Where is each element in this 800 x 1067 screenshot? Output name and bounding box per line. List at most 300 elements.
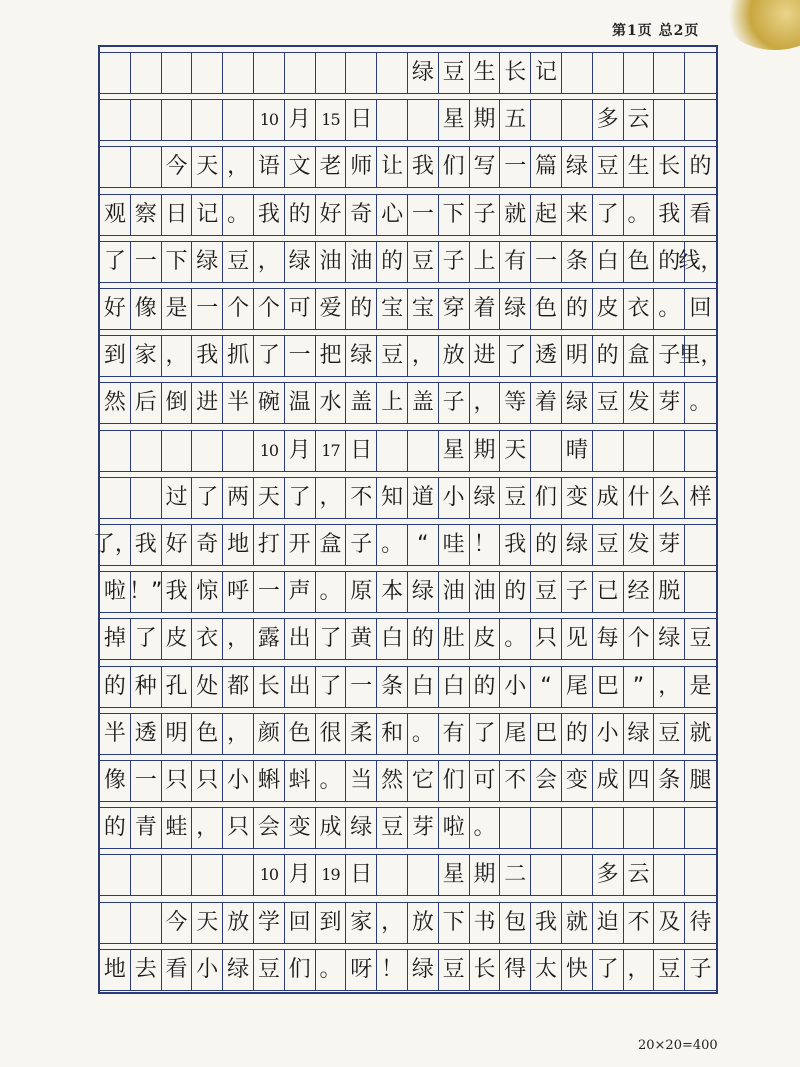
grid-cell: 的 — [377, 242, 408, 282]
grid-cell: 条 — [562, 242, 593, 282]
grid-cell: 放 — [439, 336, 470, 376]
grid-cell: 了 — [285, 478, 316, 518]
grid-cell — [624, 53, 655, 93]
grid-cell: 子 — [346, 525, 377, 565]
corner-decoration — [720, 0, 800, 50]
grid-cell: 待 — [689, 909, 712, 935]
grid-cell: 一 — [408, 195, 439, 235]
grid-cell: 我 — [654, 195, 685, 235]
grid-cell: 掉 — [100, 619, 131, 659]
grid-cell: 会 — [531, 761, 562, 801]
grid-cell: 蚪 — [285, 761, 316, 801]
grid-cell: 今 — [162, 903, 193, 943]
grid-cell: 日 — [346, 431, 377, 471]
grid-cell: 10 — [254, 431, 285, 471]
grid-cell: 盖 — [408, 383, 439, 423]
grid-cell: 绿 — [346, 336, 377, 376]
grid-cell: 一 — [346, 667, 377, 707]
grid-cell — [100, 478, 131, 518]
grid-cell: 今 — [162, 147, 193, 187]
grid-cell: 会 — [254, 808, 285, 848]
grid-cell — [624, 808, 655, 848]
grid-cell: 子 — [562, 572, 593, 612]
grid-cell: 一 — [531, 242, 562, 282]
grid-row — [100, 666, 716, 708]
grid-cell: 么 — [654, 478, 685, 518]
grid-cell: 豆 — [439, 53, 470, 93]
grid-cell: 两 — [223, 478, 254, 518]
grid-cell: 出 — [285, 619, 316, 659]
grid-cell: 皮 — [470, 619, 501, 659]
grid-cell: 不 — [500, 761, 531, 801]
grid-cell: 。 — [223, 195, 254, 235]
grid-cell: 透 — [531, 336, 562, 376]
grid-cell: 明 — [162, 714, 193, 754]
grid-cell — [408, 431, 439, 471]
grid-cell: 啦 — [100, 572, 131, 612]
grid-cell: 。 — [316, 761, 347, 801]
grid-cell — [223, 53, 254, 93]
grid-cell: 经 — [624, 572, 655, 612]
grid-cell: 只 — [192, 761, 223, 801]
grid-cell: 芽 — [408, 808, 439, 848]
grid-cell: ， — [223, 714, 254, 754]
grid-cell: 长 — [654, 147, 685, 187]
grid-cell — [654, 808, 685, 848]
grid-cell: 颜 — [254, 714, 285, 754]
grid-cell — [377, 100, 408, 140]
grid-row — [100, 99, 716, 141]
grid-cell: 。 — [624, 195, 655, 235]
grid-cell — [162, 53, 193, 93]
grid-cell: 的 — [100, 667, 131, 707]
grid-cell: 巴 — [531, 714, 562, 754]
grid-cell — [685, 53, 716, 93]
grid-cell: 绿 — [346, 808, 377, 848]
grid-cell: 子 — [470, 195, 501, 235]
grid-cell: 它 — [408, 761, 439, 801]
grid-cell: 多 — [593, 855, 624, 895]
grid-cell — [131, 903, 162, 943]
grid-cell: 星 — [439, 431, 470, 471]
grid-cell: 蝌 — [254, 761, 285, 801]
grid-cell: 色 — [531, 289, 562, 329]
grid-cell — [593, 808, 624, 848]
grid-cell: 可 — [285, 289, 316, 329]
grid-cell: 变 — [285, 808, 316, 848]
grid-cell: 月 — [285, 431, 316, 471]
grid-cell: 半 — [223, 383, 254, 423]
grid-cell: 就 — [500, 195, 531, 235]
grid-cell: 衣 — [624, 289, 655, 329]
grid-cell: 小 — [439, 478, 470, 518]
grid-cell: 绿 — [408, 572, 439, 612]
grid-cell: 都 — [223, 667, 254, 707]
grid-cell: 豆 — [654, 714, 685, 754]
grid-cell: 变 — [562, 478, 593, 518]
grid-cell: 盒 — [624, 336, 655, 376]
grid-cell: 尾 — [500, 714, 531, 754]
grid-cell — [100, 855, 131, 895]
grid-cell — [192, 100, 223, 140]
grid-cell: 抓 — [223, 336, 254, 376]
grid-cell: ！ — [470, 525, 501, 565]
grid-cell: 绿 — [470, 478, 501, 518]
grid-cell: 油 — [439, 572, 470, 612]
grid-cell: 到 — [316, 903, 347, 943]
grid-cell: 和 — [377, 714, 408, 754]
grid-cell: 10 — [254, 855, 285, 895]
grid-cell — [562, 855, 593, 895]
grid-cell — [562, 53, 593, 93]
grid-cell — [131, 478, 162, 518]
grid-cell: 云 — [624, 100, 655, 140]
grid-cell: 豆 — [377, 336, 408, 376]
grid-cell: 声 — [285, 572, 316, 612]
grid-cell: 只 — [531, 619, 562, 659]
grid-cell — [100, 147, 131, 187]
grid-cell: 下 — [439, 195, 470, 235]
grid-cell: 的 — [531, 525, 562, 565]
grid-cell: 的 — [562, 714, 593, 754]
grid-cell: 绿 — [408, 950, 439, 990]
grid-cell: 盒 — [316, 525, 347, 565]
grid-cell: 小 — [192, 950, 223, 990]
grid-cell: 的 — [285, 195, 316, 235]
grid-cell: 绿 — [562, 525, 593, 565]
grid-cell: ！ — [377, 950, 408, 990]
grid-cell: 豆 — [593, 525, 624, 565]
grid-cell — [377, 53, 408, 93]
grid-cell: 条 — [377, 667, 408, 707]
grid-cell: “ — [408, 525, 439, 565]
grid-cell: 子 — [654, 336, 685, 376]
grid-cell: ， — [408, 336, 439, 376]
grid-cell: 了 — [316, 667, 347, 707]
grid-cell: 穿 — [439, 289, 470, 329]
grid-cell: 观 — [100, 195, 131, 235]
grid-cell — [131, 147, 162, 187]
grid-cell: 。 — [500, 619, 531, 659]
grid-cell: 豆 — [531, 572, 562, 612]
grid-cell: 来 — [562, 195, 593, 235]
grid-cell: ， — [470, 383, 501, 423]
grid-cell: 像 — [131, 289, 162, 329]
grid-row — [92, 524, 716, 566]
grid-cell: ， — [192, 808, 223, 848]
grid-cell: 油 — [346, 242, 377, 282]
grid-cell: 温 — [285, 383, 316, 423]
grid-cell — [685, 100, 716, 140]
grid-cell: 是 — [689, 673, 712, 699]
grid-cell: 天 — [192, 147, 223, 187]
grid-cell: 我 — [500, 525, 531, 565]
grid-cell: 生 — [624, 147, 655, 187]
grid-cell: 好 — [316, 195, 347, 235]
grid-cell: 月 — [285, 855, 316, 895]
grid-cell: 皮 — [162, 619, 193, 659]
grid-cell: ！” — [131, 572, 162, 612]
grid-cell: 上 — [377, 383, 408, 423]
grid-cell: 蛙 — [162, 808, 193, 848]
grid-cell: 得 — [500, 950, 531, 990]
grid-cell — [531, 100, 562, 140]
grid-cell: 一 — [192, 289, 223, 329]
grid-cell — [685, 855, 716, 895]
grid-cell: 到 — [100, 336, 131, 376]
grid-cell: 快 — [562, 950, 593, 990]
grid-cell: 过 — [162, 478, 193, 518]
grid-row — [100, 52, 716, 94]
grid-cell: 回 — [689, 296, 712, 321]
grid-cell — [100, 903, 131, 943]
composition-grid — [92, 45, 723, 994]
grid-cell: 的 — [470, 667, 501, 707]
grid-cell: 白 — [377, 619, 408, 659]
grid-cell: 啦 — [439, 808, 470, 848]
grid-cell: ” — [624, 667, 655, 707]
grid-cell: 我 — [162, 572, 193, 612]
grid-cell: 豆 — [654, 950, 685, 990]
grid-cell: 绿 — [223, 950, 254, 990]
grid-cell — [285, 53, 316, 93]
grid-cell: 宝 — [377, 289, 408, 329]
grid-cell — [531, 808, 562, 848]
grid-cell: 个 — [223, 289, 254, 329]
grid-row — [100, 902, 716, 944]
grid-cell: 线， — [678, 248, 723, 274]
grid-cell: 可 — [470, 761, 501, 801]
grid-cell: 看 — [689, 201, 712, 227]
grid-row — [100, 477, 716, 519]
grid-cell: 老 — [316, 147, 347, 187]
grid-cell — [346, 53, 377, 93]
grid-cell: 的 — [500, 572, 531, 612]
grid-cell: 个 — [254, 289, 285, 329]
grid-cell — [377, 431, 408, 471]
grid-cell — [192, 431, 223, 471]
grid-cell: 油 — [316, 242, 347, 282]
grid-cell: 们 — [439, 761, 470, 801]
grid-cell: 。 — [316, 950, 347, 990]
grid-cell: 巴 — [593, 667, 624, 707]
grid-cell — [192, 53, 223, 93]
grid-cell: 绿 — [285, 242, 316, 282]
grid-cell: 豆 — [500, 478, 531, 518]
grid-cell: 变 — [562, 761, 593, 801]
grid-cell: 小 — [223, 761, 254, 801]
grid-cell — [131, 100, 162, 140]
grid-cell: ， — [654, 667, 685, 707]
grid-cell: 柔 — [346, 714, 377, 754]
grid-cell: 去 — [131, 950, 162, 990]
grid-row — [100, 335, 723, 377]
grid-cell: 惊 — [192, 572, 223, 612]
grid-cell: 我 — [408, 147, 439, 187]
grid-cell: ， — [254, 242, 285, 282]
grid-cell: 把 — [316, 336, 347, 376]
grid-cell: 倒 — [162, 383, 193, 423]
grid-cell: 就 — [689, 720, 712, 746]
grid-cell: 白 — [593, 242, 624, 282]
grid-cell: 地 — [100, 950, 131, 990]
grid-cell: 黄 — [346, 619, 377, 659]
grid-cell: 一 — [500, 147, 531, 187]
grid-cell: 半 — [100, 714, 131, 754]
grid-cell: 绿 — [192, 242, 223, 282]
grid-cell: 星 — [439, 100, 470, 140]
grid-cell: 。 — [654, 289, 685, 329]
grid-cell: 长 — [254, 667, 285, 707]
grid-cell — [685, 572, 716, 612]
grid-cell: 师 — [346, 147, 377, 187]
grid-cell: 水 — [316, 383, 347, 423]
grid-cell — [223, 100, 254, 140]
grid-cell — [500, 808, 531, 848]
grid-cell: 下 — [162, 242, 193, 282]
grid-cell: 肚 — [439, 619, 470, 659]
grid-cell: 的 — [346, 289, 377, 329]
grid-cell: 豆 — [377, 808, 408, 848]
grid-cell — [654, 53, 685, 93]
grid-cell: 当 — [346, 761, 377, 801]
grid-cell: 家 — [131, 336, 162, 376]
grid-cell — [654, 855, 685, 895]
grid-cell: 星 — [439, 855, 470, 895]
grid-cell — [162, 855, 193, 895]
grid-cell: 包 — [500, 903, 531, 943]
grid-cell: 了 — [593, 195, 624, 235]
grid-cell: 二 — [500, 855, 531, 895]
grid-row — [100, 382, 716, 424]
grid-cell — [100, 53, 131, 93]
grid-cell: 种 — [131, 667, 162, 707]
grid-cell: 豆 — [593, 383, 624, 423]
grid-cell: ， — [624, 950, 655, 990]
grid-cell: 子 — [689, 956, 712, 982]
grid-cell: 爱 — [316, 289, 347, 329]
grid-cell: 呼 — [223, 572, 254, 612]
grid-cell: 一 — [285, 336, 316, 376]
grid-cell: 太 — [531, 950, 562, 990]
grid-cell: 好 — [162, 525, 193, 565]
grid-cell: 豆 — [439, 950, 470, 990]
grid-cell: 绿 — [624, 714, 655, 754]
grid-cell — [531, 855, 562, 895]
grid-cell: 宝 — [408, 289, 439, 329]
grid-cell: 放 — [223, 903, 254, 943]
grid-cell: 我 — [254, 195, 285, 235]
grid-cell: ， — [377, 903, 408, 943]
grid-cell — [377, 855, 408, 895]
grid-cell: 只 — [162, 761, 193, 801]
grid-cell: 什 — [624, 478, 655, 518]
grid-cell: 一 — [131, 761, 162, 801]
grid-cell: 芽 — [654, 383, 685, 423]
grid-cell — [223, 431, 254, 471]
grid-cell: 了 — [192, 478, 223, 518]
grid-cell: 10 — [254, 100, 285, 140]
grid-cell — [654, 431, 685, 471]
grid-cell: 。 — [689, 390, 712, 416]
grid-cell: 油 — [470, 572, 501, 612]
grid-cell: 家 — [346, 903, 377, 943]
grid-cell: 豆 — [254, 950, 285, 990]
grid-cell: 下 — [439, 903, 470, 943]
grid-cell: 书 — [470, 903, 501, 943]
grid-cell: 我 — [192, 336, 223, 376]
grid-cell: 个 — [624, 619, 655, 659]
grid-cell: 文 — [285, 147, 316, 187]
grid-row — [100, 949, 716, 991]
grid-cell — [223, 855, 254, 895]
grid-cell: 的 — [562, 289, 593, 329]
grid-cell: 及 — [654, 903, 685, 943]
grid-cell — [100, 100, 131, 140]
grid-cell: ， — [223, 619, 254, 659]
grid-cell: 进 — [192, 383, 223, 423]
grid-cell: 出 — [285, 667, 316, 707]
grid-cell — [624, 431, 655, 471]
grid-cell: 看 — [162, 950, 193, 990]
grid-cell: 的 — [654, 242, 685, 282]
grid-cell — [593, 53, 624, 93]
grid-cell: 17 — [316, 431, 347, 471]
grid-cell: 一 — [254, 572, 285, 612]
grid-cell: 我 — [131, 525, 162, 565]
grid-row — [100, 194, 716, 236]
grid-cell: “ — [531, 667, 562, 707]
grid-cell — [654, 100, 685, 140]
grid-cell — [685, 808, 716, 848]
grid-cell: 记 — [531, 53, 562, 93]
grid-cell — [254, 53, 285, 93]
grid-cell: 长 — [470, 950, 501, 990]
page-indicator: 第1页 总2页 — [612, 23, 700, 39]
grid-cell: 期 — [470, 431, 501, 471]
grid-cell: 尾 — [562, 667, 593, 707]
grid-cell: 云 — [624, 855, 655, 895]
grid-cell: 地 — [223, 525, 254, 565]
grid-cell: 不 — [624, 903, 655, 943]
grid-cell: 每 — [593, 619, 624, 659]
grid-cell: 19 — [316, 855, 347, 895]
grid-cell: 孔 — [162, 667, 193, 707]
grid-cell: 发 — [624, 383, 655, 423]
grid-cell: 着 — [531, 383, 562, 423]
grid-cell: 像 — [100, 761, 131, 801]
grid-cell: 五 — [500, 100, 531, 140]
grid-row — [100, 430, 716, 472]
grid-cell: 放 — [408, 903, 439, 943]
grid-row — [100, 760, 716, 802]
grid-cell: 原 — [346, 572, 377, 612]
grid-cell: 写 — [470, 147, 501, 187]
grid-cell: 芽 — [654, 525, 685, 565]
grid-cell: 天 — [192, 903, 223, 943]
grid-cell: 了 — [316, 619, 347, 659]
grid-cell: 衣 — [192, 619, 223, 659]
grid-cell — [685, 525, 716, 565]
grid-cell: 后 — [131, 383, 162, 423]
grid-cell: 的 — [593, 336, 624, 376]
grid-cell: 们 — [439, 147, 470, 187]
grid-cell: 。 — [408, 714, 439, 754]
grid-cell: 了 — [131, 619, 162, 659]
grid-cell: 记 — [192, 195, 223, 235]
grid-cell: 色 — [624, 242, 655, 282]
grid-cell: 篇 — [531, 147, 562, 187]
